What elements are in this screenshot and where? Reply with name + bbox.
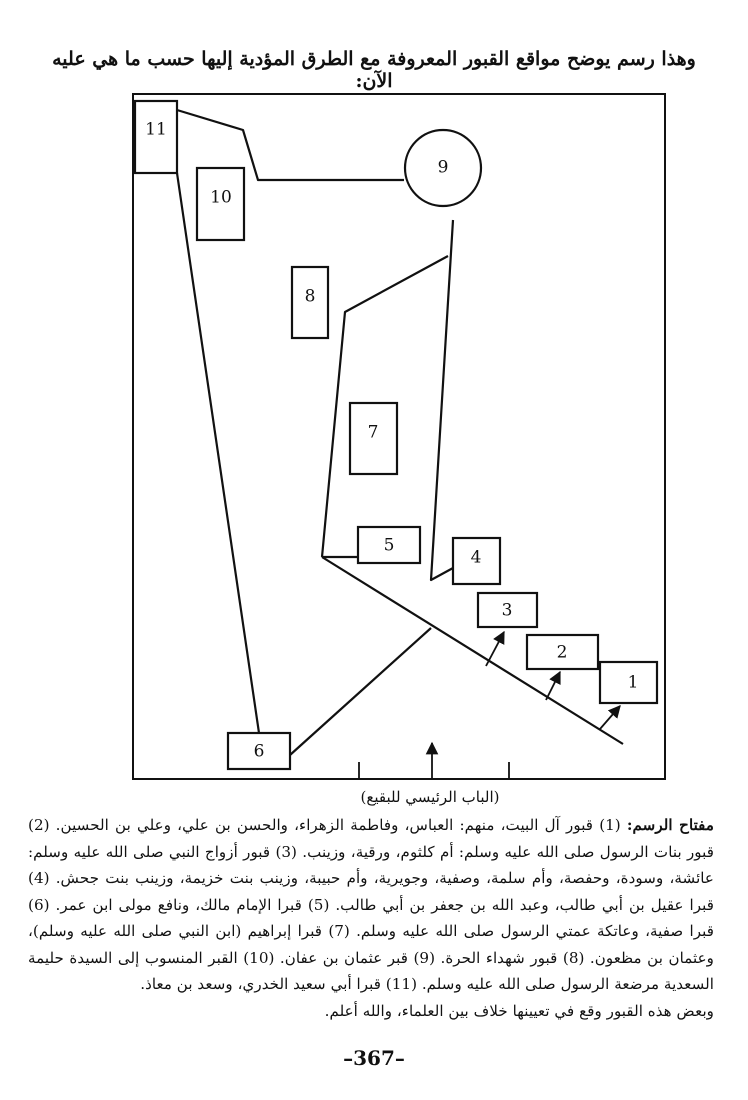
map-legend: [28, 812, 714, 1024]
grave-label-4: 4: [470, 547, 482, 568]
grave-label-8: 8: [304, 286, 316, 307]
arrow-to-2: [546, 672, 560, 700]
legend-title: مفتاح الرسم:: [626, 816, 714, 834]
grave-label-11: 11: [145, 119, 167, 140]
legend-note: وبعض هذه القبور وقع في تعيينها خلاف بين العلماء، والله أعلم.: [324, 1001, 714, 1020]
grave-label-6: 6: [253, 741, 265, 762]
grave-label-5: 5: [383, 535, 395, 556]
grave-label-3: 3: [501, 600, 513, 621]
path-11-to-6: [177, 173, 259, 733]
arrow-to-1: [600, 706, 620, 729]
grave-label-9: 9: [437, 157, 449, 178]
grave-label-7: 7: [367, 422, 379, 443]
path-to-4: [431, 220, 453, 580]
path-6-to-junction: [290, 628, 431, 755]
grave-label-2: 2: [556, 642, 568, 663]
legend-text: (1) قبور آل البيت، منهم: العباس، وفاطمة الزهراء، والحسن بن علي، وعلي بن الحسين. (2) قبور بنات الرسول صلى الله عليه وسلم: أم كلثوم، ورقية، وزينب. (3) قبور أزواج النبي صلى الله عليه وسلم: عائشة، وسودة، وحفصة، وأم سلمة، وصفية، وجويرية، وأم حبيبة، وزينب بنت خزيمة، وزينب بنت جحش. (4) قبرا عقيل بن أبي طالب، وعبد الله بن جعفر بن أبي طالب. (5) قبرا الإمام مالك، ونافع مولى ابن عمر. (6) قبرا صفية، وعاتكة عمتي الرسول صلى الله عليه وسلم. (7) قبرا إبراهيم (ابن النبي صلى الله عليه وسلم)، وعثمان بن مظعون. (8) قبور شهداء الحرة. (9) قبر عثمان بن عفان. (10) القبر المنسوب إلى السيدة حليمة السعدية مرضعة الرسول صلى الله عليه وسلم. (11) قبرا أبي سعيد الخدري، وسعد بن معاذ.: [28, 816, 714, 993]
page-heading: وهذا رسم يوضح مواقع القبور المعروفة مع الطرق المؤدية إليها حسب ما هي عليه الآن:: [52, 48, 696, 92]
grave-label-1: 1: [627, 672, 639, 693]
main-gate-caption: (الباب الرئيسي للبقيع): [360, 788, 500, 806]
page-number: –367–: [343, 1046, 405, 1070]
arrow-to-3: [486, 632, 504, 666]
grave-label-10: 10: [210, 187, 232, 208]
